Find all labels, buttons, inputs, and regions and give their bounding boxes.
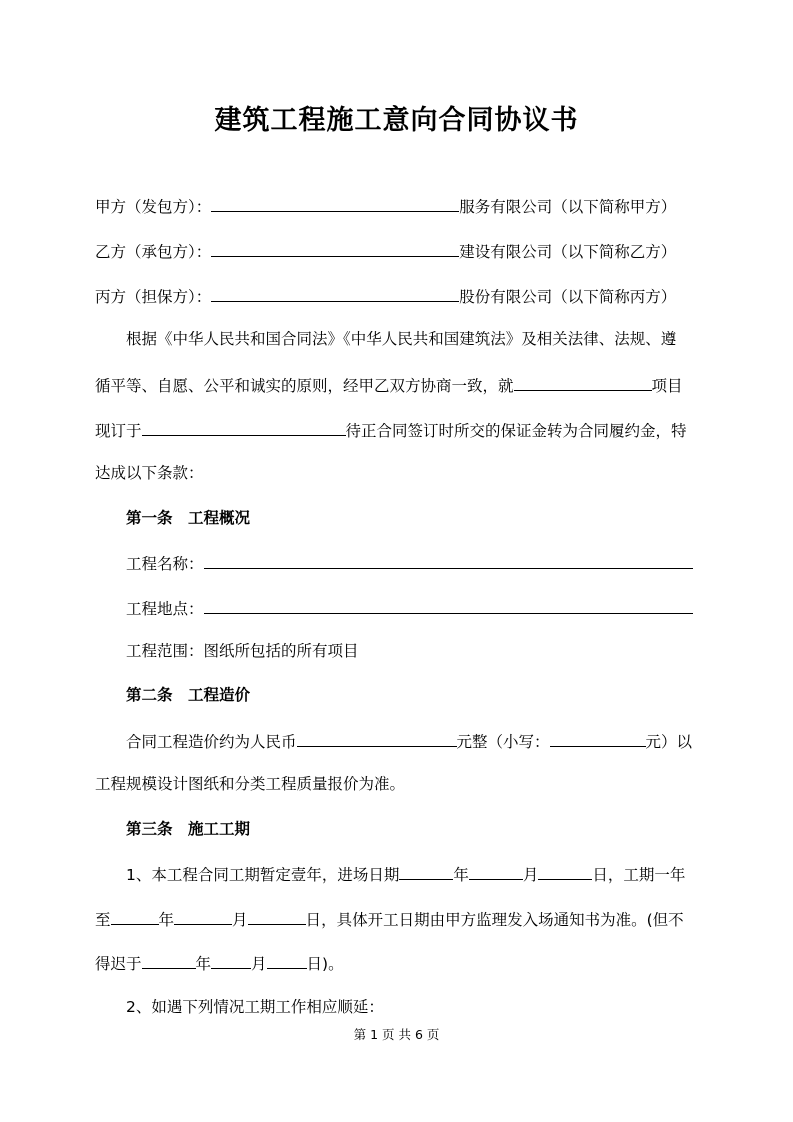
page-footer: 第 1 页 共 6 页 [353,1027,440,1042]
price-line-1 [126,729,692,753]
schedule-text: 日)。 [306,955,344,973]
party-a-line [95,194,676,218]
price-lowercase-blank[interactable] [550,729,646,747]
deadline-month-blank[interactable] [211,951,251,969]
project-location-field[interactable] [204,596,693,614]
schedule-text: 得迟于 [95,955,142,973]
party-c-line [95,284,676,308]
price-text: 合同工程造价约为人民币 [126,733,297,751]
month-label: 月 [232,911,248,929]
project-scope: 工程范围：图纸所包括的所有项目 [126,642,359,660]
entry-day-blank[interactable] [538,862,592,880]
deadline-day-blank[interactable] [267,951,307,969]
schedule-text: ，具体开工日期由甲方监理发入场通知书为准。(但不 [321,911,684,929]
party-a-suffix: 服务有限公司（以下简称甲方） [459,198,677,216]
day-label: 日 [305,911,322,929]
party-b-blank[interactable] [211,239,459,257]
party-a-blank[interactable] [211,194,459,212]
month-label: 月 [522,866,539,884]
price-line-2: 工程规模设计图纸和分类工程质量报价为准。 [95,775,406,793]
preamble-text: 现订于 [95,422,142,440]
year-label: 年 [195,955,212,973]
schedule-line-3 [95,951,344,975]
project-name-blank[interactable] [514,373,652,391]
price-uppercase-blank[interactable] [297,729,457,747]
article-2-heading: 第二条 工程造价 [126,685,251,704]
document-title: 建筑工程施工意向合同协议书 [214,105,579,136]
schedule-item-2: 2、如遇下列情况工期工作相应顺延： [126,998,384,1016]
party-b-suffix: 建设有限公司（以下简称乙方） [459,243,677,261]
entry-year-blank[interactable] [399,862,453,880]
end-month-blank[interactable] [174,907,232,925]
party-b-label: 乙方（承包方）： [95,243,212,261]
deadline-year-blank[interactable] [142,951,196,969]
party-c-blank[interactable] [211,284,459,302]
preamble-text: 待正合同签订时所交的保证金转为合同履约金，特 [345,422,687,440]
party-c-suffix: 股份有限公司（以下简称丙方） [459,288,677,306]
day-label: 日 [592,866,608,884]
article-1-heading: 第一条 工程概况 [126,508,251,527]
preamble-text: 循平等、自愿、公平和诚实的原则，经甲乙双方协商一致，就 [95,377,514,395]
preamble-line-2 [95,373,683,397]
project-name-label: 工程名称： [126,555,204,573]
preamble-text: 项目 [651,377,683,395]
project-location-label: 工程地点： [126,600,204,618]
end-year-blank[interactable] [111,907,159,925]
schedule-text: 至 [95,911,111,929]
preamble-line-3 [95,418,687,442]
party-b-line [95,239,676,263]
schedule-text: 1、本工程合同工期暂定壹年，进场日期 [126,866,400,884]
entry-month-blank[interactable] [469,862,523,880]
article-3-heading: 第三条 施工工期 [126,819,251,838]
preamble-line-4: 达成以下条款： [95,464,204,482]
project-name-line [126,551,693,575]
price-text: 元）以 [645,733,693,751]
preamble-line-1: 根据《中华人民共和国合同法》《中华人民共和国建筑法》及相关法律、法规、遵 [126,330,677,348]
price-text: 元整（小写： [456,733,550,751]
schedule-line-2 [95,907,684,931]
party-a-label: 甲方（发包方）： [95,198,212,216]
month-label: 月 [251,955,267,973]
schedule-text: ，工期一年 [607,866,686,884]
schedule-item-1 [126,862,685,886]
end-day-blank[interactable] [248,907,306,925]
year-label: 年 [453,866,469,884]
sign-date-blank[interactable] [142,418,346,436]
year-label: 年 [158,911,175,929]
project-name-field[interactable] [204,551,693,569]
party-c-label: 丙方（担保方）： [95,288,212,306]
project-location-line [126,596,693,620]
